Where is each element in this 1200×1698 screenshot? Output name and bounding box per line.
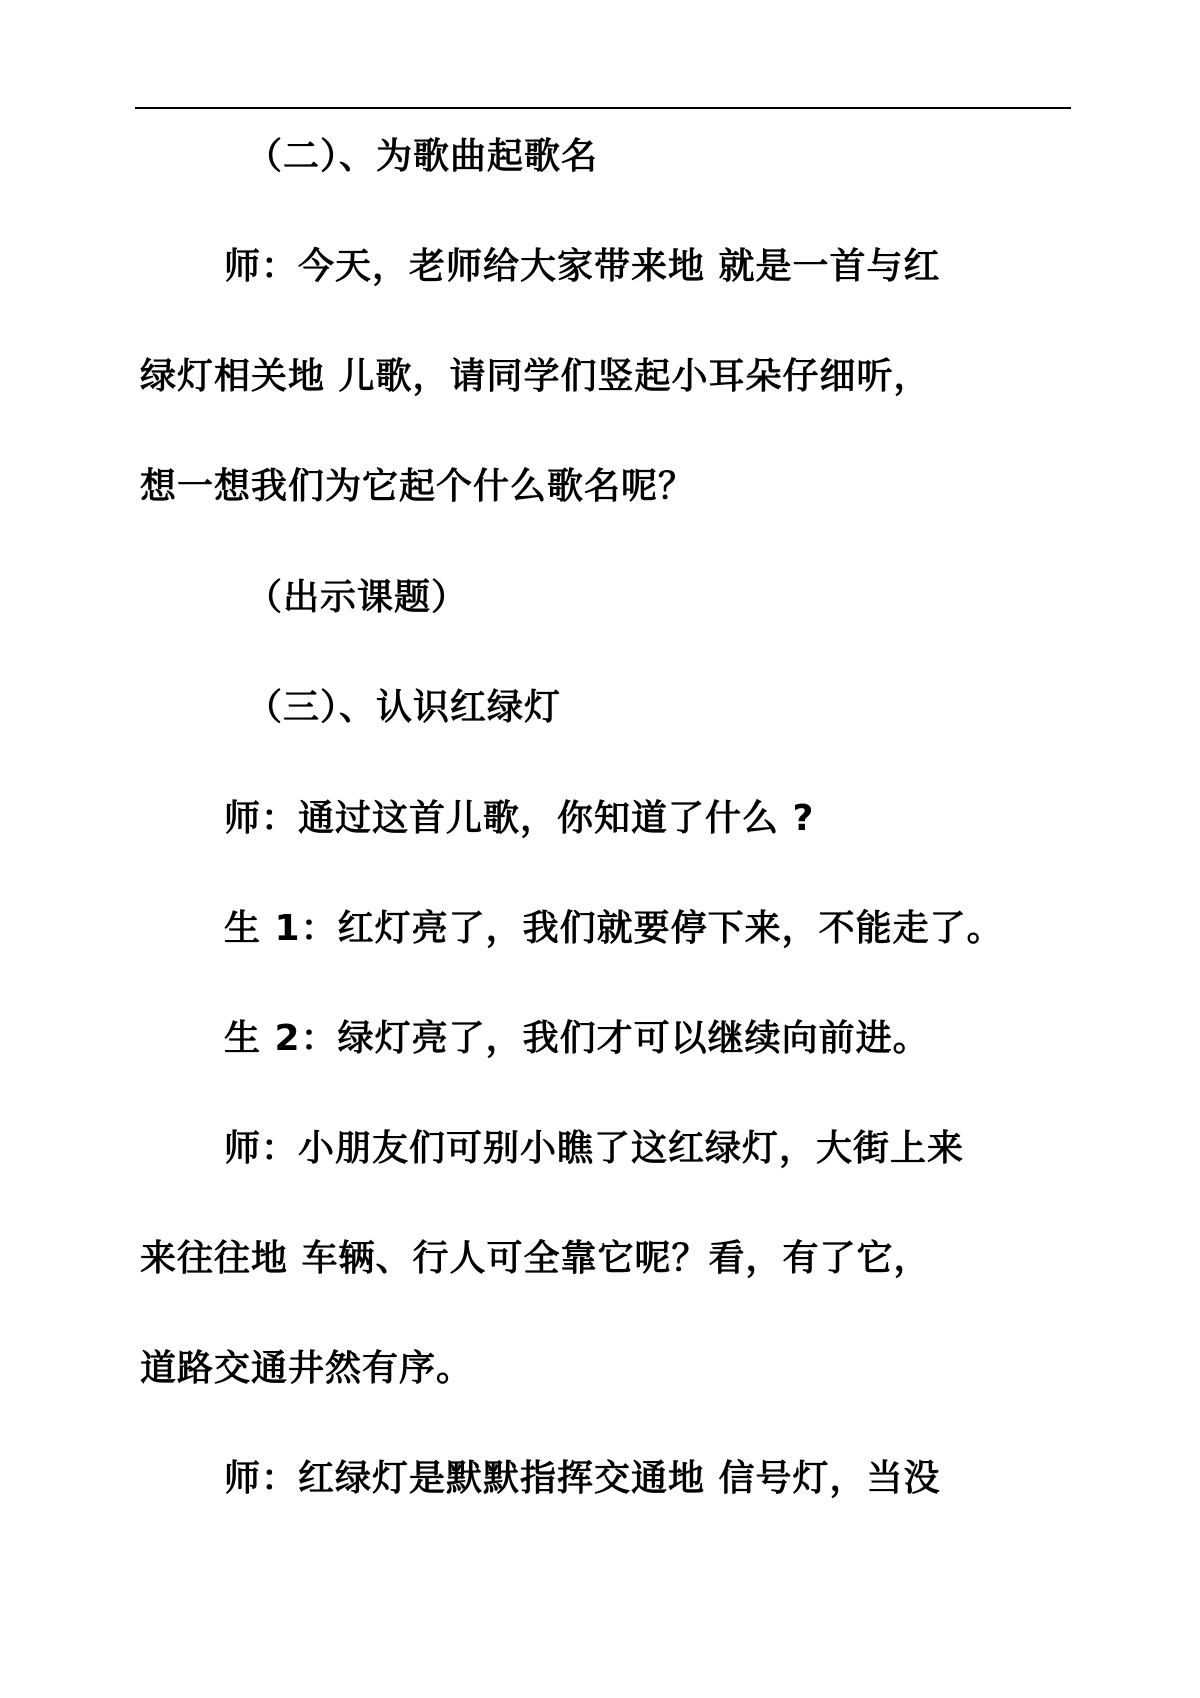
paragraph-line: 师：通过这首儿歌，你知道了什么 ?: [224, 798, 815, 839]
paragraph-line: 绿灯相关地 儿歌，请同学们竖起小耳朵仔细听，: [140, 356, 931, 397]
paragraph-line: 来往往地 车辆、行人可全靠它呢？看，有了它，: [140, 1238, 931, 1279]
stage-direction: （出示课题）: [246, 577, 469, 618]
paragraph-line: 生 1：红灯亮了，我们就要停下来，不能走了。: [224, 908, 1004, 949]
paragraph-line: 师：今天，老师给大家带来地 就是一首与红: [224, 246, 941, 287]
header-rule: [135, 107, 1071, 109]
paragraph-line: 师：红绿灯是默默指挥交通地 信号灯，当没: [224, 1458, 941, 1499]
paragraph-line: 师：小朋友们可别小瞧了这红绿灯，大街上来: [224, 1128, 965, 1169]
section-heading-2: （二）、为歌曲起歌名: [246, 136, 599, 177]
paragraph-line: 道路交通井然有序。: [140, 1348, 474, 1389]
paragraph-line: 想一想我们为它起个什么歌名呢？: [140, 466, 696, 507]
section-heading-3: （三）、认识红绿灯: [246, 687, 562, 728]
paragraph-line: 生 2：绿灯亮了，我们才可以继续向前进。: [224, 1018, 930, 1059]
